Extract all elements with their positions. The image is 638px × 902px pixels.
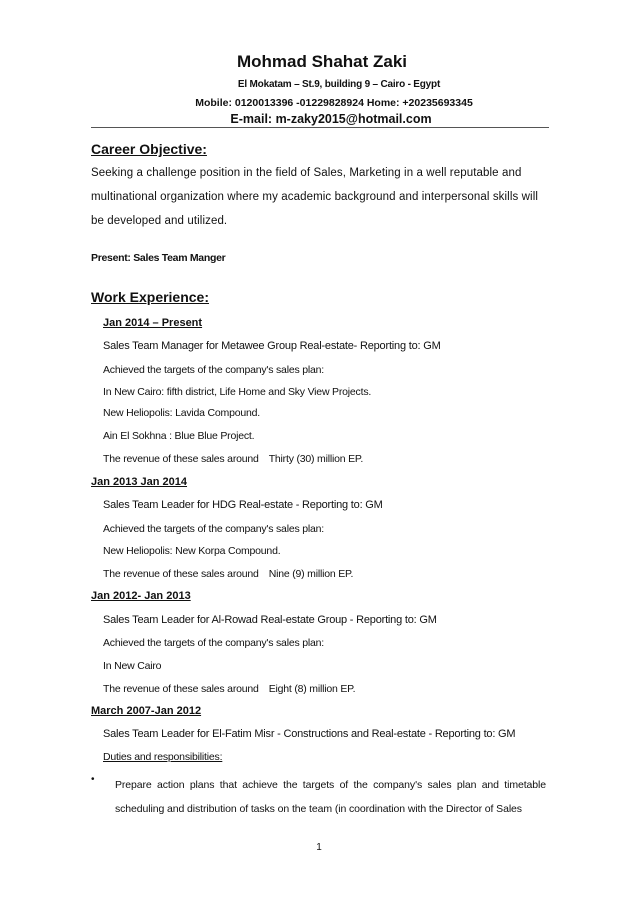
revenue-label: The revenue of these sales around bbox=[103, 453, 259, 465]
header-divider bbox=[91, 127, 549, 128]
bullet-icon: • bbox=[91, 774, 95, 785]
objective-line-1: Seeking a challenge position in the field of Sales, Marketing in a well reputable and bbox=[91, 167, 522, 179]
job-line: Achieved the targets of the company's sales plan: bbox=[103, 523, 325, 535]
job-title: Sales Team Leader for HDG Real-estate - Reporting to: GM bbox=[103, 499, 383, 511]
page-number: 1 bbox=[316, 842, 322, 853]
phone-numbers: Mobile: 0120013396 -01229828924 Home: +20235693345 bbox=[195, 97, 473, 109]
revenue-label: The revenue of these sales around bbox=[103, 568, 259, 580]
job-period: Jan 2013 Jan 2014 bbox=[91, 476, 188, 488]
job-line: New Heliopolis: Lavida Compound. bbox=[103, 407, 261, 419]
duties-heading: Duties and responsibilities: bbox=[103, 751, 223, 763]
objective-line-3: be developed and utilized. bbox=[91, 215, 228, 227]
job-line: Achieved the targets of the company's sales plan: bbox=[103, 637, 325, 649]
work-experience-heading: Work Experience: bbox=[91, 289, 210, 305]
job-line: Achieved the targets of the company's sales plan: bbox=[103, 364, 325, 376]
duty-item: Prepare action plans that achieve the targets of the company's sales plan and timetable scheduling and distribution of tasks on the team (in coordination with the Director of Sales bbox=[115, 779, 546, 815]
address: El Mokatam – St.9, building 9 – Cairo - Egypt bbox=[237, 79, 441, 90]
career-objective-heading: Career Objective: bbox=[91, 141, 207, 157]
job-line: In New Cairo bbox=[103, 660, 162, 672]
candidate-name: Mohmad Shahat Zaki bbox=[236, 52, 408, 71]
job-title: Sales Team Manager for Metawee Group Real-estate- Reporting to: GM bbox=[103, 340, 441, 352]
job-revenue bbox=[103, 568, 353, 580]
revenue-value: Nine (9) million EP. bbox=[268, 568, 354, 580]
revenue-value: Thirty (30) million EP. bbox=[268, 453, 364, 465]
job-period: Jan 2012- Jan 2013 bbox=[91, 590, 191, 602]
job-line: Ain El Sokhna : Blue Blue Project. bbox=[103, 430, 255, 442]
email: E-mail: m-zaky2015@hotmail.com bbox=[230, 112, 432, 126]
job-revenue bbox=[103, 683, 355, 695]
job-period: March 2007-Jan 2012 bbox=[91, 705, 202, 717]
job-title: Sales Team Leader for Al-Rowad Real-estate Group - Reporting to: GM bbox=[103, 614, 437, 626]
revenue-value: Eight (8) million EP. bbox=[268, 683, 356, 695]
objective-line-2: multinational organization where my academic background and interpersonal skills will bbox=[91, 191, 538, 203]
job-line: In New Cairo: fifth district, Life Home and Sky View Projects. bbox=[103, 386, 372, 398]
job-title: Sales Team Leader for El-Fatim Misr - Constructions and Real-estate - Reporting to: GM bbox=[103, 728, 516, 740]
job-revenue bbox=[103, 453, 363, 465]
present-position: Present: Sales Team Manger bbox=[91, 252, 226, 264]
job-period: Jan 2014 – Present bbox=[103, 317, 203, 329]
revenue-label: The revenue of these sales around bbox=[103, 683, 259, 695]
job-line: New Heliopolis: New Korpa Compound. bbox=[103, 545, 281, 557]
